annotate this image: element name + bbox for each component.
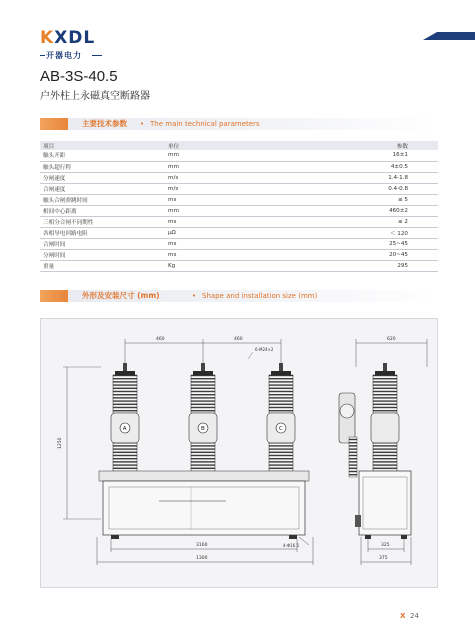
phase-label-c: C xyxy=(279,426,283,432)
section-accent xyxy=(40,118,68,130)
dim-bolt-spec: 6-M24×2 xyxy=(255,347,274,352)
section-title-cn: 主要技术参数 xyxy=(82,119,127,128)
param-item: 触头合闸弹跳时间 xyxy=(40,194,168,205)
param-item: 分闸速度 xyxy=(40,172,168,183)
param-unit: mm xyxy=(168,161,318,172)
param-unit: mm xyxy=(168,205,318,216)
param-item: 合闸速度 xyxy=(40,183,168,194)
param-unit: ms xyxy=(168,238,318,249)
page-number: 24 xyxy=(410,612,419,620)
table-row xyxy=(40,194,438,205)
table-header-row xyxy=(40,141,438,150)
col-header-unit: 单位 xyxy=(168,141,318,150)
brand-logo xyxy=(40,28,104,64)
param-item: 重量 xyxy=(40,260,168,271)
table-row xyxy=(40,238,438,249)
phase-label-b: B xyxy=(201,426,205,432)
dim-side-outer: 375 xyxy=(379,556,388,561)
table-row xyxy=(40,183,438,194)
param-unit: μΩ xyxy=(168,227,318,238)
params-table xyxy=(40,141,438,272)
logo-tagline: 开器电力 xyxy=(46,51,82,60)
table-row xyxy=(40,161,438,172)
section-header-dims xyxy=(40,290,438,302)
dim-pitch-2: 460 xyxy=(234,337,243,342)
param-value: ≤ 2 xyxy=(318,216,438,227)
param-value: 1.4-1.8 xyxy=(318,172,438,183)
param-unit: ms xyxy=(168,194,318,205)
param-unit: ms xyxy=(168,249,318,260)
dim-height: 1250 xyxy=(58,437,63,449)
dim-base-inner: 3160 xyxy=(196,543,208,548)
col-header-item: 项目 xyxy=(40,141,168,150)
technical-drawing-frame xyxy=(40,318,438,588)
footer-logo-mark: X xyxy=(400,612,406,620)
section-separator: • xyxy=(140,120,145,128)
param-unit: Kg xyxy=(168,260,318,271)
param-value: ≤ 5 xyxy=(318,194,438,205)
section-accent xyxy=(40,290,68,302)
technical-drawing xyxy=(41,319,439,589)
param-value: 460±2 xyxy=(318,205,438,216)
section-separator: • xyxy=(192,292,197,300)
dim-side-inner: 325 xyxy=(381,543,390,548)
param-item: 相间中心距离 xyxy=(40,205,168,216)
param-value: 4±0.5 xyxy=(318,161,438,172)
table-row xyxy=(40,150,438,161)
dim-pitch-1: 460 xyxy=(156,337,165,342)
section-title-en: Shape and installation size (mm) xyxy=(202,292,318,300)
table-row xyxy=(40,249,438,260)
table-row xyxy=(40,205,438,216)
param-item: 分闸时间 xyxy=(40,249,168,260)
product-model: AB-3S-40.5 xyxy=(40,68,118,85)
param-item: 三相分合闸不同期性 xyxy=(40,216,168,227)
mechanism-box xyxy=(99,471,309,539)
param-value: 16±1 xyxy=(318,150,438,161)
param-unit: mm xyxy=(168,150,318,161)
table-row xyxy=(40,172,438,183)
table-row xyxy=(40,260,438,271)
param-unit: m/s xyxy=(168,172,318,183)
param-unit: ms xyxy=(168,216,318,227)
param-item: 各相导电回路电阻 xyxy=(40,227,168,238)
param-item: 合闸时间 xyxy=(40,238,168,249)
table-row xyxy=(40,216,438,227)
col-header-value: 参数 xyxy=(318,141,438,150)
product-name: 户外柱上永磁真空断路器 xyxy=(40,91,150,102)
param-value: 20~45 xyxy=(318,249,438,260)
param-value: 25~45 xyxy=(318,238,438,249)
logo-wordmark: KXDL xyxy=(40,28,96,48)
dim-top xyxy=(125,339,427,367)
dim-mount-holes: 4-Φ16.5 xyxy=(283,543,300,548)
corner-decoration xyxy=(437,32,475,40)
section-title-en: The main technical parameters xyxy=(150,120,260,128)
param-unit: m/s xyxy=(168,183,318,194)
param-value: 0.4-0.8 xyxy=(318,183,438,194)
dim-side-width: 620 xyxy=(387,337,396,342)
section-header-params xyxy=(40,118,438,130)
param-item: 触头开距 xyxy=(40,150,168,161)
param-item: 触头超行程 xyxy=(40,161,168,172)
table-row xyxy=(40,227,438,238)
param-value: ＜ 120 xyxy=(318,227,438,238)
section-title-cn: 外形及安装尺寸 (mm) xyxy=(82,291,160,300)
dim-base-outer: 1300 xyxy=(196,556,208,561)
phase-label-a: A xyxy=(122,426,127,432)
side-view xyxy=(339,363,411,539)
param-value: 295 xyxy=(318,260,438,271)
